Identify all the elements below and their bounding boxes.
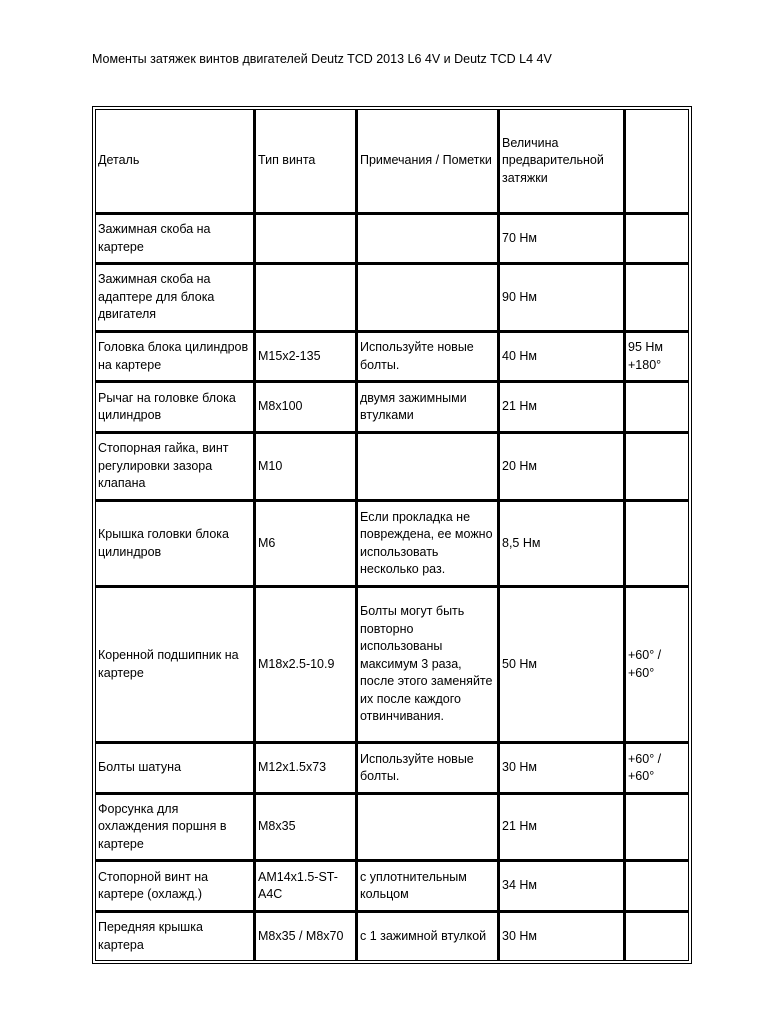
cell-part: Зажимная скоба на картере xyxy=(95,214,255,264)
cell-part: Болты шатуна xyxy=(95,743,255,794)
cell-pretorque: 34 Нм xyxy=(499,861,625,912)
cell-screw-type: M18x2.5-10.9 xyxy=(255,587,357,743)
cell-final xyxy=(625,501,689,587)
header-final xyxy=(625,109,689,214)
cell-part: Стопорной винт на картере (охлажд.) xyxy=(95,861,255,912)
cell-screw-type xyxy=(255,214,357,264)
cell-final xyxy=(625,912,689,961)
cell-notes: двумя зажимными втулками xyxy=(357,382,499,433)
cell-part: Крышка головки блока цилиндров xyxy=(95,501,255,587)
cell-part: Передняя крышка картера xyxy=(95,912,255,961)
header-pretorque: Величина предварительной затяжки xyxy=(499,109,625,214)
cell-part: Коренной подшипник на картере xyxy=(95,587,255,743)
cell-notes xyxy=(357,214,499,264)
cell-notes: Используйте новые болты. xyxy=(357,332,499,382)
cell-part: Зажимная скоба на адаптере для блока двигателя xyxy=(95,264,255,332)
cell-pretorque: 21 Нм xyxy=(499,794,625,861)
cell-final xyxy=(625,264,689,332)
cell-part: Стопорная гайка, винт регулировки зазора клапана xyxy=(95,433,255,501)
cell-screw-type: M8x35 / M8x70 xyxy=(255,912,357,961)
table-row xyxy=(95,743,689,794)
cell-pretorque: 8,5 Нм xyxy=(499,501,625,587)
cell-screw-type: M6 xyxy=(255,501,357,587)
cell-pretorque: 90 Нм xyxy=(499,264,625,332)
cell-part: Головка блока цилиндров на картере xyxy=(95,332,255,382)
cell-final xyxy=(625,794,689,861)
table-row xyxy=(95,587,689,743)
table-row xyxy=(95,433,689,501)
cell-notes: с уплотнительным кольцом xyxy=(357,861,499,912)
cell-pretorque: 50 Нм xyxy=(499,587,625,743)
cell-notes xyxy=(357,433,499,501)
cell-final xyxy=(625,861,689,912)
cell-notes: Используйте новые болты. xyxy=(357,743,499,794)
header-part: Деталь xyxy=(95,109,255,214)
cell-part: Рычаг на головке блока цилиндров xyxy=(95,382,255,433)
cell-pretorque: 70 Нм xyxy=(499,214,625,264)
header-notes: Примечания / Пометки xyxy=(357,109,499,214)
cell-pretorque: 21 Нм xyxy=(499,382,625,433)
cell-final: +60° / +60° xyxy=(625,743,689,794)
cell-notes xyxy=(357,264,499,332)
cell-screw-type: M12x1.5x73 xyxy=(255,743,357,794)
table-header-row xyxy=(95,109,689,214)
cell-screw-type: M10 xyxy=(255,433,357,501)
torque-table xyxy=(95,109,689,961)
table-row xyxy=(95,861,689,912)
cell-screw-type: AM14x1.5-ST-A4C xyxy=(255,861,357,912)
cell-final xyxy=(625,382,689,433)
header-screw-type: Тип винта xyxy=(255,109,357,214)
cell-notes xyxy=(357,794,499,861)
cell-final xyxy=(625,433,689,501)
table-row xyxy=(95,214,689,264)
table-row xyxy=(95,332,689,382)
cell-part: Форсунка для охлаждения поршня в картере xyxy=(95,794,255,861)
cell-screw-type xyxy=(255,264,357,332)
cell-final xyxy=(625,214,689,264)
cell-notes: Болты могут быть повторно использованы максимум 3 раза, после этого заменяйте их после каждого отвинчивания. xyxy=(357,587,499,743)
table-row xyxy=(95,382,689,433)
cell-pretorque: 30 Нм xyxy=(499,912,625,961)
cell-screw-type: M15x2-135 xyxy=(255,332,357,382)
cell-pretorque: 30 Нм xyxy=(499,743,625,794)
document-title: Моменты затяжек винтов двигателей Deutz TCD 2013 L6 4V и Deutz TCD L4 4V xyxy=(92,52,552,66)
table-row xyxy=(95,264,689,332)
torque-table-frame xyxy=(92,106,692,964)
cell-screw-type: M8x100 xyxy=(255,382,357,433)
cell-pretorque: 20 Нм xyxy=(499,433,625,501)
cell-final: +60° / +60° xyxy=(625,587,689,743)
table-row xyxy=(95,912,689,961)
cell-notes: с 1 зажимной втулкой xyxy=(357,912,499,961)
cell-pretorque: 40 Нм xyxy=(499,332,625,382)
cell-notes: Если прокладка не повреждена, ее можно использовать несколько раз. xyxy=(357,501,499,587)
cell-final: 95 Нм +180° xyxy=(625,332,689,382)
cell-screw-type: M8x35 xyxy=(255,794,357,861)
table-row xyxy=(95,794,689,861)
table-row xyxy=(95,501,689,587)
